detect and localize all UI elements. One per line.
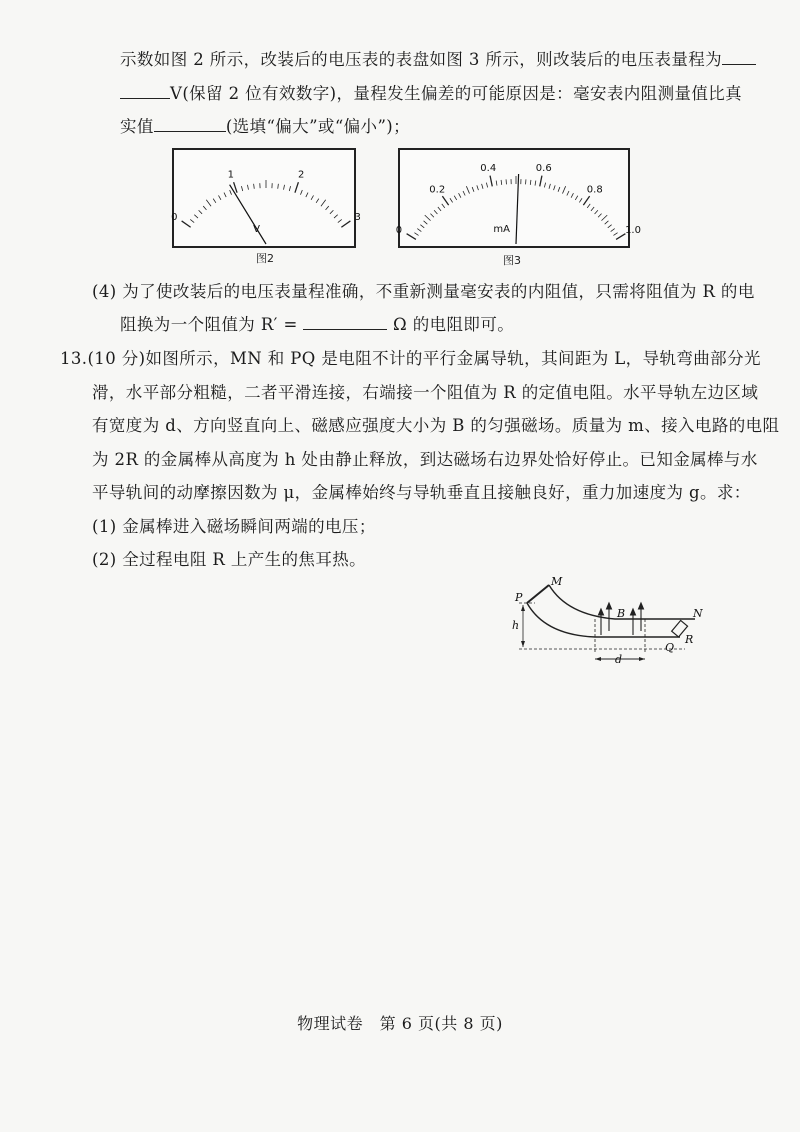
dial-minor-tick xyxy=(316,199,319,203)
dial-major-tick xyxy=(407,234,416,240)
label-m: M xyxy=(551,575,563,588)
dial-minor-tick xyxy=(598,214,601,218)
dial-minor-tick xyxy=(254,184,255,189)
dial-major-tick xyxy=(442,196,448,205)
dial-minor-tick xyxy=(417,229,421,232)
dial-minor-tick xyxy=(454,196,457,200)
metal-rod xyxy=(527,585,549,603)
dial-tick-label: 0.2 xyxy=(429,184,446,196)
q12-text: (选填“偏大”或“偏小”)； xyxy=(225,117,411,136)
dial-major-tick xyxy=(540,176,542,187)
figure-3-caption: 图3 xyxy=(503,254,521,267)
milliammeter-dial xyxy=(395,150,641,246)
q12-line2 xyxy=(120,82,742,106)
dial-minor-tick xyxy=(203,206,206,210)
dial-minor-tick xyxy=(414,233,418,236)
dial-minor-tick xyxy=(424,221,428,224)
dial-minor-tick xyxy=(562,186,565,193)
dial-major-tick xyxy=(341,221,350,227)
q12-text: 实值 xyxy=(120,117,154,136)
dial-minor-tick xyxy=(199,210,202,214)
dial-minor-tick xyxy=(213,199,216,203)
dial-minor-tick xyxy=(549,184,550,189)
dial-major-tick xyxy=(490,176,492,187)
label-q: Q xyxy=(665,641,675,654)
dial-minor-tick xyxy=(463,191,465,196)
dial-minor-tick xyxy=(482,184,483,189)
dial-minor-tick xyxy=(567,191,569,196)
rail-pq xyxy=(527,603,680,637)
dial-tick-label: 0.4 xyxy=(480,162,497,174)
page-footer: 物理试卷 第 6 页(共 8 页) xyxy=(297,1014,503,1033)
q12-text: 阻换为一个阻值为 R′ = xyxy=(120,315,298,334)
dial-major-tick xyxy=(182,221,191,227)
q13-line3: 有宽度为 d、方向竖直向上、磁感应强度大小为 B 的匀强磁场。质量为 m、接入电路的电阻 xyxy=(92,416,780,435)
q12-text: Ω 的电阻即可。 xyxy=(393,315,515,334)
q12-line1 xyxy=(120,48,756,72)
dial-minor-tick xyxy=(496,181,497,186)
answer-blank-range[interactable] xyxy=(722,48,756,65)
dial-minor-tick xyxy=(595,210,598,214)
dial-minor-tick xyxy=(613,233,617,236)
label-d: d xyxy=(615,653,623,666)
dial-minor-tick xyxy=(241,186,242,191)
dial-minor-tick xyxy=(554,185,556,190)
answer-blank-resistance[interactable] xyxy=(303,313,387,330)
answer-blank-range-cont[interactable] xyxy=(120,82,170,99)
dial-minor-tick xyxy=(486,183,487,188)
dial-tick-label: 1.0 xyxy=(625,224,641,236)
dial-needle xyxy=(516,174,519,244)
dial-minor-tick xyxy=(326,206,329,210)
dial-minor-tick xyxy=(558,187,560,192)
dial-minor-tick xyxy=(334,215,338,218)
dial-minor-tick xyxy=(206,200,211,206)
dial-minor-tick xyxy=(579,198,582,202)
label-b: B xyxy=(617,607,626,620)
dial-minor-tick xyxy=(230,190,232,195)
dial-minor-tick xyxy=(306,193,308,198)
dial-minor-tick xyxy=(601,215,607,221)
dial-minor-tick xyxy=(605,221,609,224)
dial-tick-label: 0 xyxy=(395,224,403,236)
answer-blank-bias[interactable] xyxy=(154,115,226,132)
q13-subquestion-2: (2) 全过程电阻 R 上产生的焦耳热。 xyxy=(92,550,367,569)
dial-tick-label: 0.6 xyxy=(535,162,552,174)
dial-minor-tick xyxy=(194,215,198,218)
voltmeter-dial xyxy=(171,150,361,246)
q13-line4: 为 2R 的金属棒从高度为 h 处由静止释放，到达磁场右边界处恰好停止。已知金属棒与水 xyxy=(92,450,758,469)
dial-minor-tick xyxy=(284,185,285,190)
dial-minor-tick xyxy=(338,219,342,222)
dial-tick-label: 0.8 xyxy=(586,184,603,196)
dial-minor-tick xyxy=(300,190,302,195)
dial-tick-label: 3 xyxy=(354,211,361,223)
q13-text: 如图所示，MN 和 PQ 是电阻不计的平行金属导轨，其间距为 L，导轨弯曲部分光 xyxy=(145,349,761,368)
q13-subquestion-1: (1) 金属棒进入磁场瞬间两端的电压； xyxy=(92,517,376,536)
dial-minor-tick xyxy=(289,186,290,191)
dial-minor-tick xyxy=(477,185,479,190)
dial-minor-tick xyxy=(190,219,194,222)
dial-tick-label: 2 xyxy=(298,169,305,181)
dial-minor-tick xyxy=(459,193,461,197)
dial-major-tick xyxy=(295,182,298,192)
dial-unit-label: mA xyxy=(493,224,510,235)
dial-minor-tick xyxy=(450,198,453,202)
q12-part4-line2 xyxy=(120,313,514,337)
question-points: (10 分) xyxy=(87,349,146,368)
dial-minor-tick xyxy=(530,180,531,185)
dial-minor-tick xyxy=(466,186,469,193)
dial-minor-tick xyxy=(472,187,474,192)
label-r: R xyxy=(685,633,694,646)
dial-minor-tick xyxy=(501,180,502,185)
q13-line1 xyxy=(60,347,761,371)
dial-minor-tick xyxy=(575,196,578,200)
dial-minor-tick xyxy=(611,229,615,232)
q13-line5: 平导轨间的动摩擦因数为 μ，金属棒始终与导轨垂直且接触良好，重力加速度为 g。求： xyxy=(92,483,751,502)
q13-line2: 滑，水平部分粗糙，二者平滑连接，右端接一个阻值为 R 的定值电阻。水平导轨左边区域 xyxy=(92,383,759,402)
q12-text: V(保留 2 位有效数字)，量程发生偏差的可能原因是：毫安表内阻测量值比真 xyxy=(170,84,743,103)
figure-2-caption: 图2 xyxy=(256,252,274,265)
dial-minor-tick xyxy=(330,210,333,214)
rail-diagram xyxy=(505,575,705,670)
dial-tick-label: 0 xyxy=(171,211,178,223)
dial-minor-tick xyxy=(591,207,594,211)
dial-minor-tick xyxy=(535,181,536,186)
dial-minor-tick xyxy=(442,204,445,208)
dial-unit-label: V xyxy=(253,224,260,235)
q12-text: 示数如图 2 所示，改装后的电压表的表盘如图 3 所示，则改装后的电压表量程为 xyxy=(120,50,723,69)
dial-minor-tick xyxy=(587,204,590,208)
dial-minor-tick xyxy=(218,195,220,199)
dial-minor-tick xyxy=(224,193,226,198)
dial-minor-tick xyxy=(425,215,431,221)
figure-3-milliammeter xyxy=(395,148,641,248)
dial-tick-label: 1 xyxy=(227,169,234,181)
dial-needle xyxy=(230,185,266,244)
dial-minor-tick xyxy=(608,225,612,228)
q12-part4-line1: (4) 为了使改装后的电压表量程准确，不重新测量毫安表的内阻值，只需将阻值为 R 的电 xyxy=(92,282,755,301)
figure-2-voltmeter xyxy=(171,148,361,248)
label-p: P xyxy=(515,591,523,604)
dial-minor-tick xyxy=(430,214,433,218)
label-h: h xyxy=(512,619,520,632)
dial-minor-tick xyxy=(544,183,545,188)
q12-line3 xyxy=(120,115,410,139)
dial-minor-tick xyxy=(420,225,424,228)
dial-minor-tick xyxy=(321,200,326,206)
dial-minor-tick xyxy=(571,193,573,197)
label-n: N xyxy=(693,607,703,620)
dial-minor-tick xyxy=(311,195,313,199)
question-number: 13. xyxy=(60,349,88,368)
dial-minor-tick xyxy=(438,207,441,211)
dial-minor-tick xyxy=(247,185,248,190)
dial-major-tick xyxy=(583,196,589,205)
dial-minor-tick xyxy=(278,184,279,189)
dial-minor-tick xyxy=(434,210,437,214)
dial-major-tick xyxy=(616,234,625,240)
